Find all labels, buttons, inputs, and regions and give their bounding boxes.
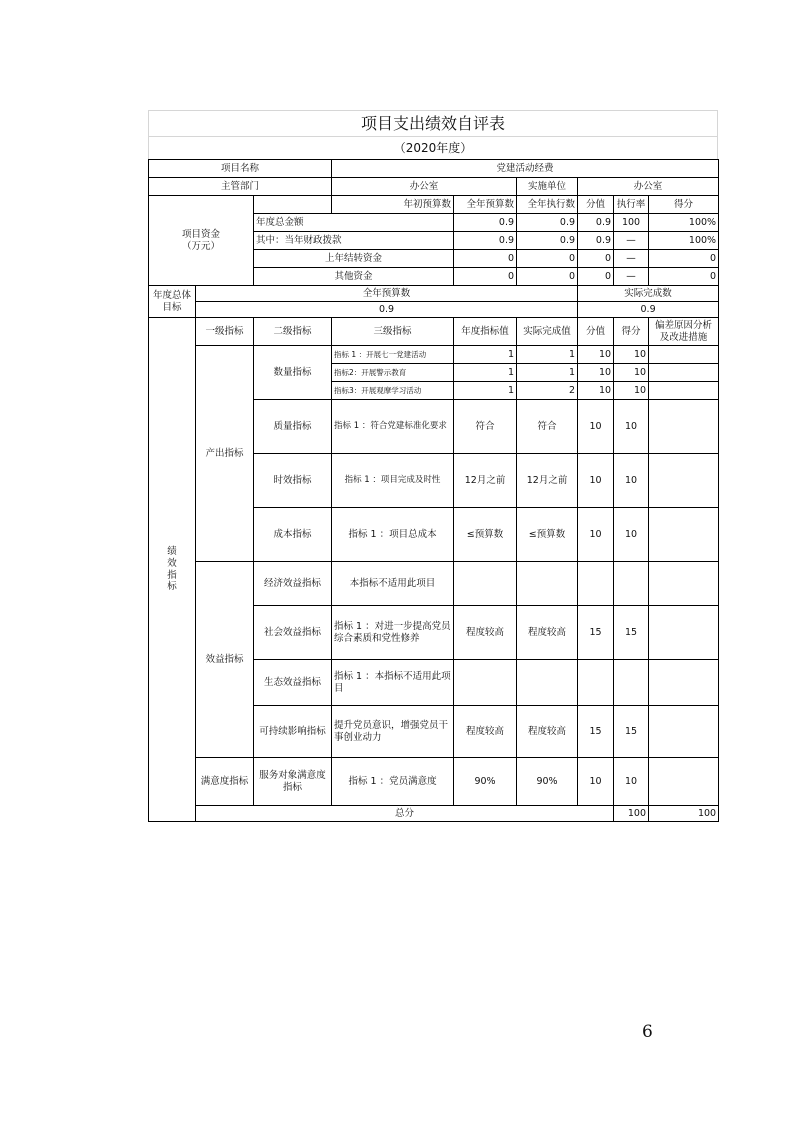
goal-value-row [149, 302, 719, 318]
economic-name: 本指标不适用此项目 [332, 562, 454, 606]
funds-row-annual: 0.9 [517, 214, 578, 232]
indicator-name: 指标3：开展观摩学习活动 [332, 382, 454, 400]
goal-annual-budget: 0.9 [196, 302, 578, 318]
funds-row-rate: 100% [649, 232, 719, 250]
timeliness-label: 时效指标 [254, 454, 332, 508]
indicators-header-row [149, 318, 719, 346]
effect-label: 效益指标 [196, 562, 254, 758]
indicator-target: 1 [454, 364, 517, 382]
indicator-score: 10 [614, 346, 649, 364]
header-value: 分值 [578, 318, 614, 346]
funds-row-label: 其中：当年财政拨款 [254, 232, 454, 250]
funds-row-initial: 0.9 [454, 214, 517, 232]
funds-row-rate: 0 [649, 268, 719, 286]
funds-row-score-value: — [614, 250, 649, 268]
project-name-value: 党建活动经费 [332, 160, 719, 178]
header-actual: 实际完成值 [517, 318, 578, 346]
evaluation-sheet [148, 110, 718, 822]
funds-header-score-value: 分值 [578, 196, 614, 214]
satisfaction-level1-label: 满意度指标 [196, 758, 254, 806]
indicator-name: 指标 1 ：开展七一党建活动 [332, 346, 454, 364]
quantity-row [149, 346, 719, 364]
economic-label: 经济效益指标 [254, 562, 332, 606]
sheet-title: 项目支出绩效自评表 [148, 110, 718, 136]
indicator-actual: 2 [517, 382, 578, 400]
ecological-value [578, 660, 614, 706]
funds-row-initial: 0 [454, 250, 517, 268]
social-actual: 程度较高 [517, 606, 578, 660]
quality-value: 10 [578, 400, 614, 454]
unit-label: 实施单位 [517, 178, 578, 196]
dept-row [149, 178, 719, 196]
satisfaction-value: 10 [578, 758, 614, 806]
funds-row-label: 上年结转资金 [254, 250, 454, 268]
cost-actual: ≤预算数 [517, 508, 578, 562]
social-label: 社会效益指标 [254, 606, 332, 660]
indicator-score: 10 [614, 364, 649, 382]
funds-header-rate: 执行率 [614, 196, 649, 214]
dept-label: 主管部门 [149, 178, 332, 196]
header-level2: 二级指标 [254, 318, 332, 346]
funds-row-score-value: — [614, 232, 649, 250]
economic-actual [517, 562, 578, 606]
funds-row-rate: 100% [649, 214, 719, 232]
project-name-row [149, 160, 719, 178]
social-score: 15 [614, 606, 649, 660]
goal-actual: 0.9 [578, 302, 719, 318]
funds-row-annual: 0.9 [517, 232, 578, 250]
sustainable-actual: 程度较高 [517, 706, 578, 758]
cost-score: 10 [614, 508, 649, 562]
indicators-section-label [149, 318, 196, 822]
funds-label-line2: （万元） [181, 240, 220, 252]
satisfaction-score: 10 [614, 758, 649, 806]
funds-header-initial: 年初预算数 [332, 196, 454, 214]
satisfaction-deviation [649, 758, 719, 806]
indicator-target: 1 [454, 382, 517, 400]
page-number: 6 [642, 1022, 653, 1042]
indicator-name: 指标2：开展警示教育 [332, 364, 454, 382]
total-value: 100 [614, 806, 649, 822]
sustainable-target: 程度较高 [454, 706, 517, 758]
ecological-actual [517, 660, 578, 706]
total-score: 100 [649, 806, 719, 822]
funds-row-executed: 0 [578, 250, 614, 268]
social-value: 15 [578, 606, 614, 660]
satisfaction-target: 90% [454, 758, 517, 806]
funds-row-initial: 0.9 [454, 232, 517, 250]
sustainable-label: 可持续影响指标 [254, 706, 332, 758]
quality-deviation [649, 400, 719, 454]
timeliness-value: 10 [578, 454, 614, 508]
funds-row-annual: 0 [517, 268, 578, 286]
funds-header-executed: 全年执行数 [517, 196, 578, 214]
economic-row [149, 562, 719, 606]
funds-header-row [149, 196, 719, 214]
indicator-actual: 1 [517, 346, 578, 364]
funds-header-annual: 全年预算数 [454, 196, 517, 214]
goal-header-row [149, 286, 719, 302]
ecological-deviation [649, 660, 719, 706]
quantity-label: 数量指标 [254, 346, 332, 400]
ecological-target [454, 660, 517, 706]
satisfaction-name: 指标 1 ：党员满意度 [332, 758, 454, 806]
funds-row-executed: 0.9 [578, 232, 614, 250]
total-label: 总分 [196, 806, 614, 822]
funds-row-executed: 0.9 [578, 214, 614, 232]
social-target: 程度较高 [454, 606, 517, 660]
dept-value: 办公室 [332, 178, 517, 196]
funds-row-label: 年度总金额 [254, 214, 454, 232]
economic-target [454, 562, 517, 606]
social-name: 指标 1 ：对进一步提高党员综合素质和党性修养 [332, 606, 454, 660]
funds-row-label: 其他资金 [254, 268, 454, 286]
funds-row-executed: 0 [578, 268, 614, 286]
indicator-actual: 1 [517, 364, 578, 382]
goal-label: 年度总体目标 [149, 286, 196, 318]
ecological-score [614, 660, 649, 706]
indicator-value: 10 [578, 382, 614, 400]
timeliness-deviation [649, 454, 719, 508]
quality-name: 指标 1 ：符合党建标准化要求 [332, 400, 454, 454]
ecological-label: 生态效益指标 [254, 660, 332, 706]
indicator-deviation [649, 346, 719, 364]
goal-actual-label: 实际完成数 [578, 286, 719, 302]
evaluation-table [148, 159, 719, 822]
sheet-year: （2020年度） [148, 136, 718, 159]
funds-row-score-value: 100 [614, 214, 649, 232]
unit-value: 办公室 [578, 178, 719, 196]
project-name-label: 项目名称 [149, 160, 332, 178]
timeliness-score: 10 [614, 454, 649, 508]
satisfaction-actual: 90% [517, 758, 578, 806]
total-row [149, 806, 719, 822]
funds-label-line1: 项目资金 [181, 228, 220, 240]
output-label: 产出指标 [196, 346, 254, 562]
sustainable-value: 15 [578, 706, 614, 758]
social-deviation [649, 606, 719, 660]
sustainable-score: 15 [614, 706, 649, 758]
funds-row-annual: 0 [517, 250, 578, 268]
ecological-name: 指标 1 ：本指标不适用此项目 [332, 660, 454, 706]
indicator-target: 1 [454, 346, 517, 364]
economic-value [578, 562, 614, 606]
goal-annual-budget-label: 全年预算数 [196, 286, 578, 302]
quality-actual: 符合 [517, 400, 578, 454]
quality-score: 10 [614, 400, 649, 454]
header-level3: 三级指标 [332, 318, 454, 346]
timeliness-name: 指标 1 ：项目完成及时性 [332, 454, 454, 508]
cost-target: ≤预算数 [454, 508, 517, 562]
satisfaction-row [149, 758, 719, 806]
header-deviation: 偏差原因分析及改进措施 [649, 318, 719, 346]
cost-label: 成本指标 [254, 508, 332, 562]
funds-header-blank [254, 196, 332, 214]
funds-header-score: 得分 [649, 196, 719, 214]
sustainable-name: 提升党员意识，增强党员干事创业动力 [332, 706, 454, 758]
sustainable-deviation [649, 706, 719, 758]
header-level1: 一级指标 [196, 318, 254, 346]
header-target: 年度指标值 [454, 318, 517, 346]
cost-value: 10 [578, 508, 614, 562]
funds-row-rate: 0 [649, 250, 719, 268]
header-score: 得分 [614, 318, 649, 346]
indicator-score: 10 [614, 382, 649, 400]
timeliness-actual: 12月之前 [517, 454, 578, 508]
economic-deviation [649, 562, 719, 606]
indicator-value: 10 [578, 346, 614, 364]
cost-deviation [649, 508, 719, 562]
indicators-section-text: 绩效指标 [167, 545, 177, 593]
indicator-deviation [649, 382, 719, 400]
funds-row-score-value: — [614, 268, 649, 286]
quality-target: 符合 [454, 400, 517, 454]
indicator-value: 10 [578, 364, 614, 382]
indicator-deviation [649, 364, 719, 382]
timeliness-target: 12月之前 [454, 454, 517, 508]
economic-score [614, 562, 649, 606]
cost-name: 指标 1 ：项目总成本 [332, 508, 454, 562]
satisfaction-label: 服务对象满意度指标 [254, 758, 332, 806]
funds-row-initial: 0 [454, 268, 517, 286]
funds-label [149, 196, 254, 286]
quality-label: 质量指标 [254, 400, 332, 454]
